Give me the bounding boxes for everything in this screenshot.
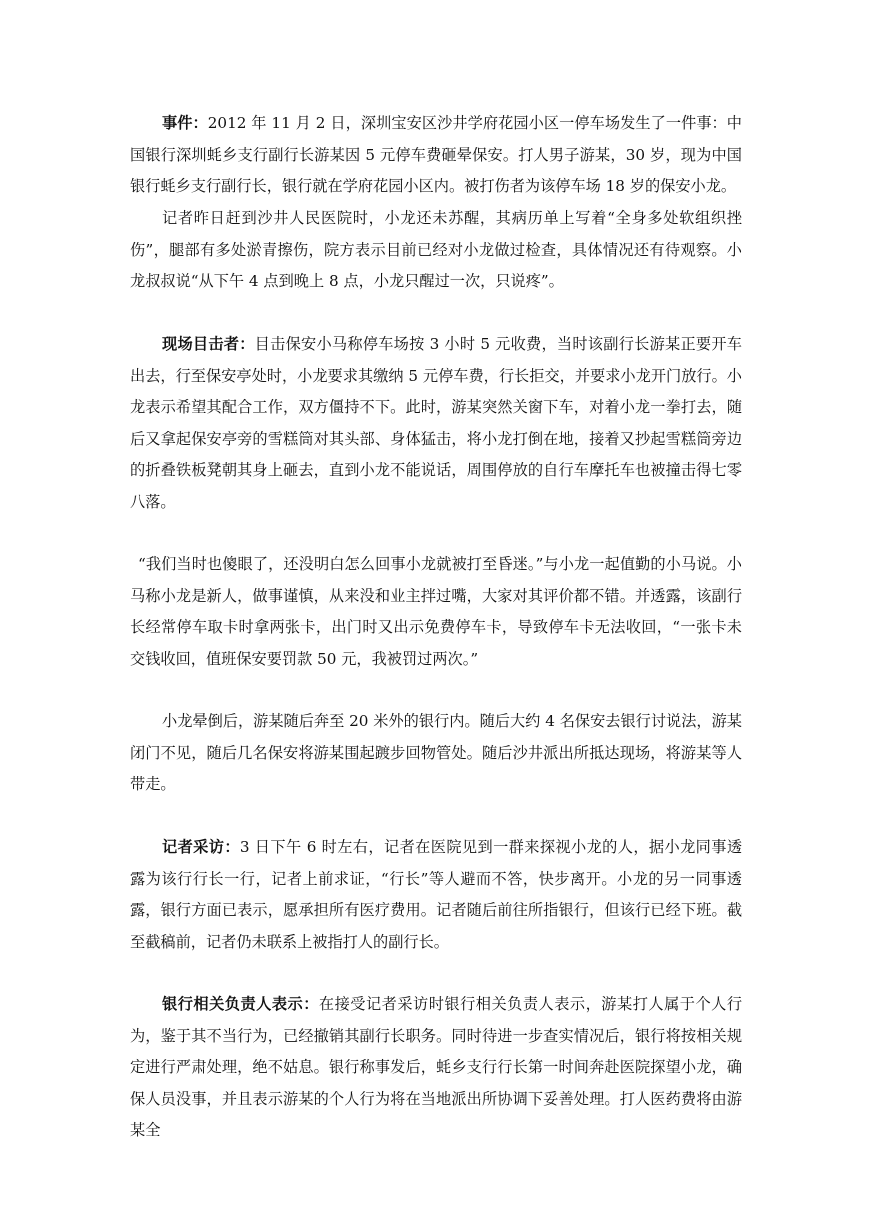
paragraph-lead: 银行相关负责人表示： <box>162 995 319 1013</box>
paragraph-text: 小龙晕倒后，游某随后奔至 20 米外的银行内。随后大约 4 名保安去银行讨说法，游某闭门不见，随后几名保安将游某围起踱步回物管处。随后沙井派出所抵达现场，将游某等人带走。 <box>130 712 742 793</box>
paragraph-aftermath <box>130 706 742 801</box>
paragraph-lead: 记者采访： <box>162 838 240 856</box>
paragraph-text: 在接受记者采访时银行相关负责人表示，游某打人属于个人行为，鉴于其不当行为，已经撤销其副行长职务。同时待进一步查实情况后，银行将按相关规定进行严肃处理，绝不姑息。银行称事发后，蚝乡支行行长第一时间奔赴医院探望小龙，确保人员没事，并且表示游某的个人行为将在当地派出所协调下妥善处理。打人医药费将由游某全 <box>130 995 743 1139</box>
paragraph-hospital <box>130 203 742 298</box>
paragraph-text: “我们当时也傻眼了，还没明白怎么回事小龙就被打至昏迷。”与小龙一起值勤的小马说。小马称小龙是新人，做事谨慎，从来没和业主拌过嘴，大家对其评价都不错。并透露，该副行长经常停车取卡时拿两张卡，出门时又出示免费停车卡，导致停车卡无法收回，“一张卡未交钱收回，值班保安要罚款 50 元，我被罚过两次。” <box>130 555 742 668</box>
paragraph-text: 目击保安小马称停车场按 3 小时 5 元收费，当时该副行长游某正要开车出去，行至保安亭处时，小龙要求其缴纳 5 元停车费，行长拒交，并要求小龙开门放行。小龙表示希望其配合工作，双方僵持不下。此时，游某突然关窗下车，对着小龙一拳打去，随后又拿起保安亭旁的雪糕筒对其头部、身体猛击，将小龙打倒在地，接着又抄起雪糕筒旁边的折叠铁板凳朝其身上砸去，直到小龙不能说话，周围停放的自行车摩托车也被撞击得七零八落。 <box>130 335 742 511</box>
paragraph-witness <box>130 329 742 518</box>
paragraph-lead: 事件： <box>162 114 208 132</box>
paragraph-text: 记者昨日赶到沙井人民医院时，小龙还未苏醒，其病历单上写着“全身多处软组织挫伤”，腿部有多处淤青擦伤，院方表示目前已经对小龙做过检查，具体情况还有待观察。小龙叔叔说“从下午 4 点到晚上 8 点，小龙只醒过一次，只说疼”。 <box>130 209 742 290</box>
paragraph-interview <box>130 832 742 958</box>
paragraph-text: 2012 年 11 月 2 日，深圳宝安区沙井学府花园小区一停车场发生了一件事：中国银行深圳蚝乡支行副行长游某因 5 元停车费砸晕保安。打人男子游某，30 岁，现为中国银行蚝乡支行副行长，银行就在学府花园小区内。被打伤者为该停车场 18 岁的保安小龙。 <box>130 114 742 195</box>
paragraph-lead: 现场目击者： <box>162 335 255 353</box>
paragraph-text: 3 日下午 6 时左右，记者在医院见到一群来探视小龙的人，据小龙同事透露为该行行长一行，记者上前求证，“行长”等人避而不答，快步离开。小龙的另一同事透露，银行方面已表示，愿承担所有医疗费用。记者随后前往所指银行，但该行已经下班。截至截稿前，记者仍未联系上被指打人的副行长。 <box>130 838 743 951</box>
paragraph-bank-response <box>130 989 742 1147</box>
paragraph-quote <box>130 549 742 675</box>
paragraph-incident <box>130 108 742 203</box>
